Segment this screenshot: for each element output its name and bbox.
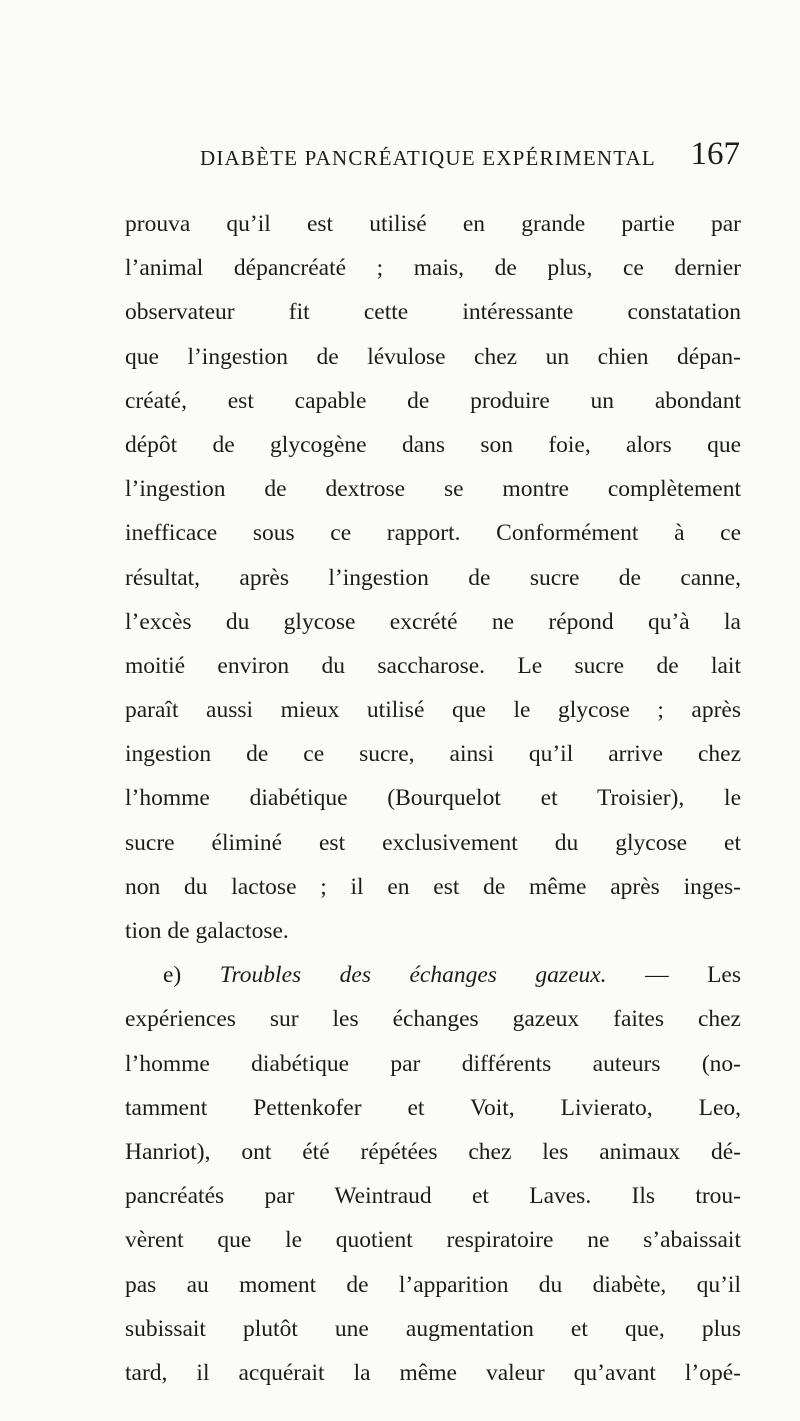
text-line: sucre éliminé est exclusivement du glycose et (125, 829, 741, 856)
text-line: tamment Pettenkofer et Voit, Livierato, Leo, (125, 1094, 741, 1121)
text-line: vèrent que le quotient respiratoire ne s’abaissait (125, 1227, 741, 1254)
text-line: prouva qu’il est utilisé en grande partie par (125, 211, 741, 237)
running-title: DIABÈTE PANCRÉATIQUE EXPÉRIMENTAL (200, 146, 656, 170)
text-line: pas au moment de l’apparition du diabète, qu’il (125, 1271, 741, 1298)
text-line: pancréatés par Weintraud et Laves. Ils trou- (125, 1183, 741, 1210)
text-line: subissait plutôt une augmentation et que, plus (125, 1315, 741, 1342)
text-line: que l’ingestion de lévulose chez un chien dépan- (125, 343, 741, 370)
text-line: tion de galactose. (125, 918, 289, 944)
text-line: ingestion de ce sucre, ainsi qu’il arrive chez (125, 741, 741, 768)
text-line: créaté, est capable de produire un abondant (125, 387, 741, 414)
text-line: l’homme diabétique par différents auteurs (no- (125, 1050, 741, 1077)
section-dash-text: — Les (645, 962, 741, 989)
text-line: expériences sur les échanges gazeux faites chez (125, 1006, 741, 1033)
running-head (200, 136, 740, 184)
text-line: l’excès du glycose excrété ne répond qu’à la (125, 608, 741, 635)
text-line: l’ingestion de dextrose se montre complètement (125, 476, 741, 503)
text-line: inefficace sous ce rapport. Conformément à ce (125, 520, 741, 547)
section-title: Troubles des échanges gazeux. (219, 962, 607, 989)
text-line: non du lactose ; il en est de même après inges- (125, 873, 741, 900)
text-line: moitié environ du saccharose. Le sucre de lait (125, 652, 741, 679)
text-line: l’homme diabétique (Bourquelot et Troisier), le (125, 785, 741, 812)
text-line: tard, il acquérait la même valeur qu’avant l’opé- (125, 1359, 741, 1386)
page-number: 167 (690, 136, 740, 172)
text-line: l’animal dépancréaté ; mais, de plus, ce dernier (125, 255, 741, 282)
section-heading-line (125, 953, 741, 997)
text-line: observateur fit cette intéressante constatation (125, 299, 741, 326)
text-line: paraît aussi mieux utilisé que le glycose ; après (125, 697, 741, 724)
section-label: e) (163, 962, 182, 989)
text-line: Hanriot), ont été répétées chez les animaux dé- (125, 1138, 741, 1165)
text-line: résultat, après l’ingestion de sucre de canne, (125, 564, 741, 591)
text-line: dépôt de glycogène dans son foie, alors que (125, 431, 741, 458)
body-text (125, 202, 741, 1395)
